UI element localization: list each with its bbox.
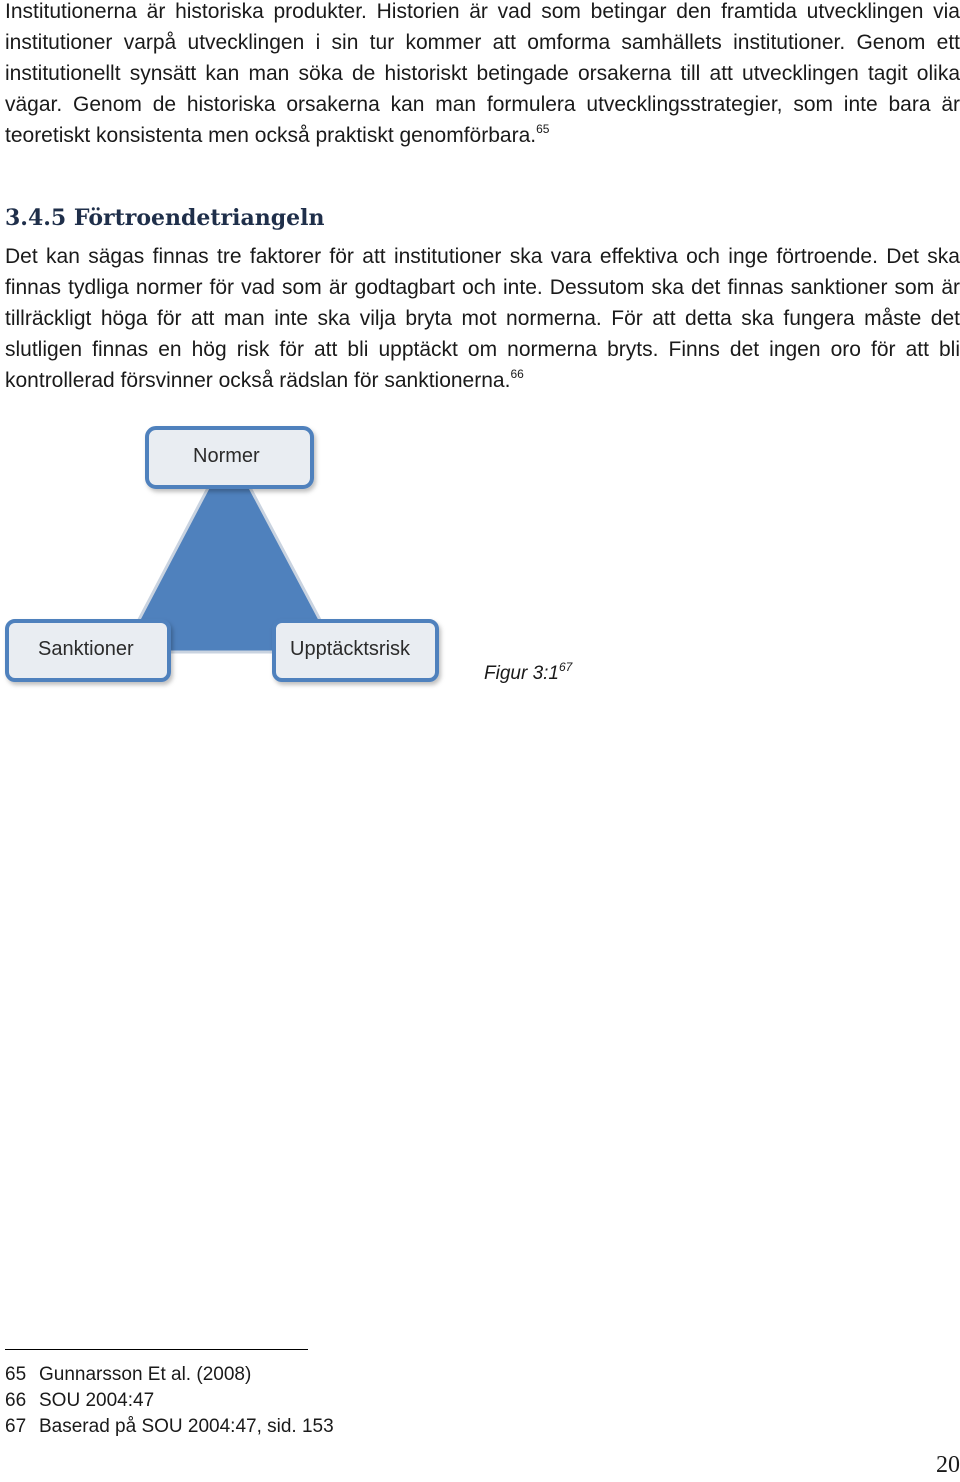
footnote-text: Gunnarsson Et al. (2008) — [39, 1364, 252, 1385]
footnote-item — [5, 1388, 334, 1414]
section-heading: 3.4.5 Förtroendetriangeln — [5, 205, 325, 231]
footnote-text: Baserad på SOU 2004:47, sid. 153 — [39, 1416, 334, 1437]
box-label-sanktioner: Sanktioner — [38, 638, 134, 660]
triangle-graphic — [0, 420, 960, 690]
paragraph-2-text: Det kan sägas finnas tre faktorer för att institutioner ska vara effektiva och inge förtroende. Det ska finnas tydliga normer för vad som är godtagbart och inte. Dessutom ska det finnas sanktioner som är tillräckligt höga för att man inte ska vilja bryta mot normerna. För att detta ska fungera måste det slutligen finnas en hög risk för att bli upptäckt om normerna bryts. Finns det ingen oro för att bli kontrollerad försvinner också rädslan för sanktionerna. — [5, 245, 960, 392]
box-label-upptacktsrisk: Upptäcktsrisk — [290, 638, 411, 660]
body-paragraph-2 — [5, 241, 960, 396]
footnote-item — [5, 1414, 334, 1440]
figure-caption-text: Figur 3:1 — [484, 663, 559, 684]
footnote-ref-65[interactable]: 65 — [536, 122, 550, 136]
figure-caption — [484, 660, 572, 688]
footnote-number: 67 — [5, 1416, 27, 1437]
trust-triangle-diagram — [0, 420, 960, 690]
footnote-text: SOU 2004:47 — [39, 1390, 155, 1411]
body-paragraph-1 — [5, 0, 960, 151]
footnote-ref-66[interactable]: 66 — [510, 367, 524, 381]
page-number: 20 — [936, 1452, 960, 1478]
footnote-divider — [5, 1349, 308, 1350]
footnote-list — [5, 1362, 334, 1440]
footnote-number: 65 — [5, 1364, 27, 1385]
paragraph-1-text: Institutionerna är historiska produkter. Historien är vad som betingar den framtida utvecklingen via institutioner varpå utvecklingen i sin tur kommer att omforma samhällets institutioner. Genom ett institutionellt synsätt kan man söka de historiskt betingade orsakerna till att utvecklingen tagit olika vägar. Genom de historiska orsakerna kan man formulera utvecklingsstrategier, som inte bara är teoretiskt konsistenta men också praktiskt genomförbara. — [5, 0, 960, 147]
footnote-ref-67[interactable]: 67 — [558, 660, 573, 674]
footnote-number: 66 — [5, 1390, 27, 1411]
box-label-normer: Normer — [193, 445, 260, 467]
footnote-item — [5, 1362, 334, 1388]
